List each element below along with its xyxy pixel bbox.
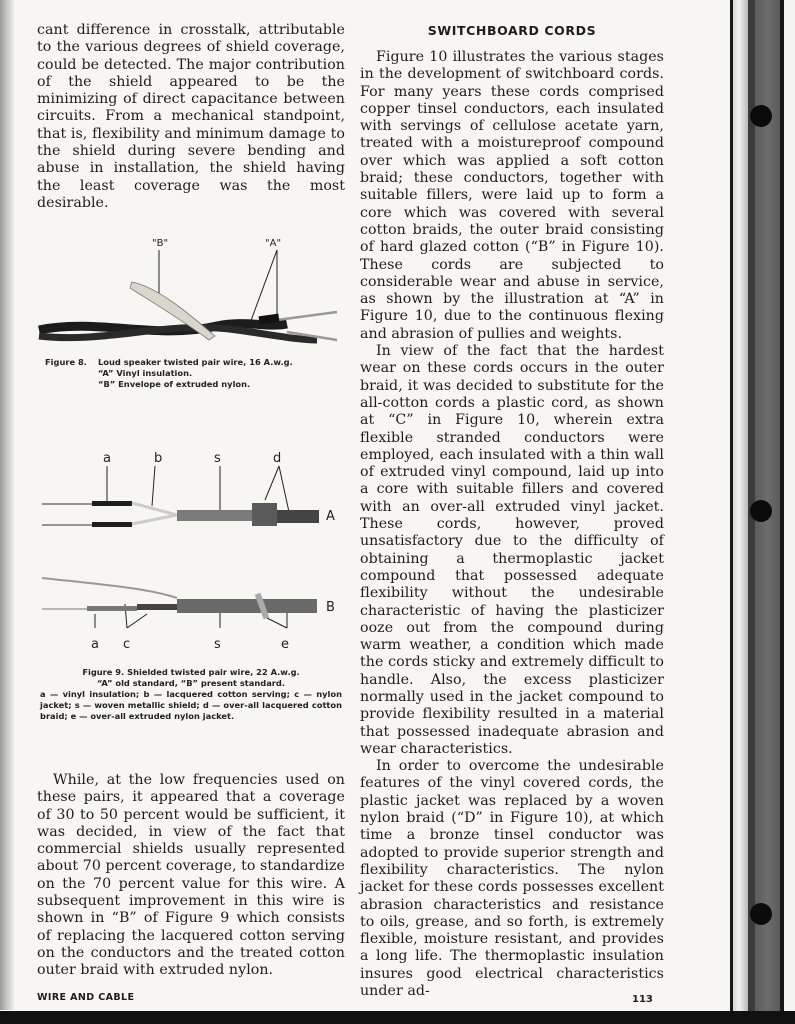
section-heading: SWITCHBOARD CORDS (427, 23, 597, 38)
figure-8-caption (45, 357, 345, 390)
caption-legend: a — vinyl insulation; b — lacquered cotton serving; c — nylon jacket; s — woven metallic shield; d — over-all lacquered cotton braid; e — over-all extruded nylon jacket. (40, 689, 342, 721)
row-label-b: B (326, 600, 335, 615)
shielded-wire-illustration (37, 448, 345, 658)
binder-hole-icon (750, 500, 772, 522)
left-column-top (37, 22, 345, 212)
label-b-top: b (154, 451, 163, 466)
caption-label: Figure 8. (45, 357, 87, 367)
label-s-bottom: s (214, 637, 221, 652)
left-column-bottom (37, 772, 345, 980)
label-a-bottom: a (91, 637, 99, 652)
paragraph: While, at the low frequencies used on these pairs, it appeared that a coverage of 30 to 50 percent would be sufficient, it was decided, in view of the fact that commercial shields usually represented about 70 percent coverage, to standardize on the 70 percent value for this wire. A subsequent improvement in this wire is shown in “B” of Figure 9 which consists of replacing the lacquered cotton serving on the conductors and the treated cotton outer braid with extruded nylon. (37, 772, 345, 979)
caption-title: Figure 9. Shielded twisted pair wire, 22 A.w.g. (82, 667, 300, 677)
caption-text: “B” Envelope of extruded nylon. (98, 379, 251, 389)
binder-spine (728, 0, 795, 1011)
label-c-bottom: c (123, 637, 131, 652)
scan-bottom-edge (0, 1011, 795, 1024)
page-number: 113 (632, 994, 653, 1005)
label-d-top: d (273, 451, 282, 466)
label-b: "B" (152, 238, 169, 249)
twisted-pair-wire-illustration (37, 232, 345, 357)
caption-text: “A” Vinyl insulation. (98, 368, 193, 378)
figure-8-image (37, 232, 345, 357)
label-a-top: a (103, 451, 111, 466)
running-footer-title: WIRE AND CABLE (37, 992, 135, 1003)
paragraph: Figure 10 illustrates the various stages in the development of switchboard cords. For many years these cords comprised copper tinsel conductors, each insulated with servings of cellulose acetate yarn, treated with a moistureproof compound over which was applied a soft cotton braid; these conductors, together with suitable fillers, were laid up to form a core which was covered with several cotton braids, the outer braid consisting of hard glazed cotton (“B” in Figure 10). These cords are subjected to considerable wear and abuse in service, as shown by the illustration at “A” in Figure 10, due to the continuous flexing and abrasion of pullies and weights. (360, 49, 664, 342)
label-s-top: s (214, 451, 221, 466)
label-e-bottom: e (281, 637, 289, 652)
caption-subtitle: “A” old standard, “B” present standard. (96, 678, 285, 688)
right-column (360, 22, 664, 1000)
binder-hole-icon (750, 903, 772, 925)
binder-hole-icon (750, 105, 772, 127)
paragraph: In order to overcome the undesirable features of the vinyl covered cords, the plastic jacket was replaced by a woven nylon braid (“D” in Figure 10), at which time a bronze tinsel conductor was adopted to provide superior strength and flexibility characteristics. The nylon jacket for these cords possesses excellent abrasion characteristics and resistance to oils, grease, and so forth, is extremely flexible, moisture resistant, and provides a long life. The thermoplastic insulation insures good electrical characteristics under ad- (360, 758, 664, 1000)
paragraph: In view of the fact that the hardest wear on these cords occurs in the outer braid, it was decided to substitute for the all-cotton cords a plastic cord, as shown at “C” in Figure 10, wherein extra flexible stranded conductors were employed, each insulated with a thin wall of extruded vinyl compound, laid up into a core with suitable fillers and covered with an over-all extruded vinyl jacket. These cords, however, proved unsatisfactory due to the difficulty of obtaining a thermoplastic jacket compound that possessed adequate flexibility without the undesirable characteristic of having the plasticizer ooze out from the compound during warm weather, a condition which made the cords sticky and extremely difficult to handle. Also, the excess plasticizer normally used in the jacket compound to provide flexibility resulted in a material that possessed inadequate abrasion and wear characteristics. (360, 343, 664, 757)
figure-9-image (37, 448, 345, 658)
paragraph: cant difference in crosstalk, attributable to the various degrees of shield coverage, could be detected. The major contribution of the shield appeared to be the minimizing of direct capacitance between circuits. From a mechanical standpoint, that is, flexibility and minimum damage to the shield during severe bending and abuse in installation, the shield having the least coverage was the most desirable. (37, 22, 345, 211)
label-a: "A" (265, 238, 282, 249)
caption-text: Loud speaker twisted pair wire, 16 A.w.g. (98, 357, 293, 367)
row-label-a: A (326, 509, 335, 524)
figure-9-caption (40, 667, 342, 722)
